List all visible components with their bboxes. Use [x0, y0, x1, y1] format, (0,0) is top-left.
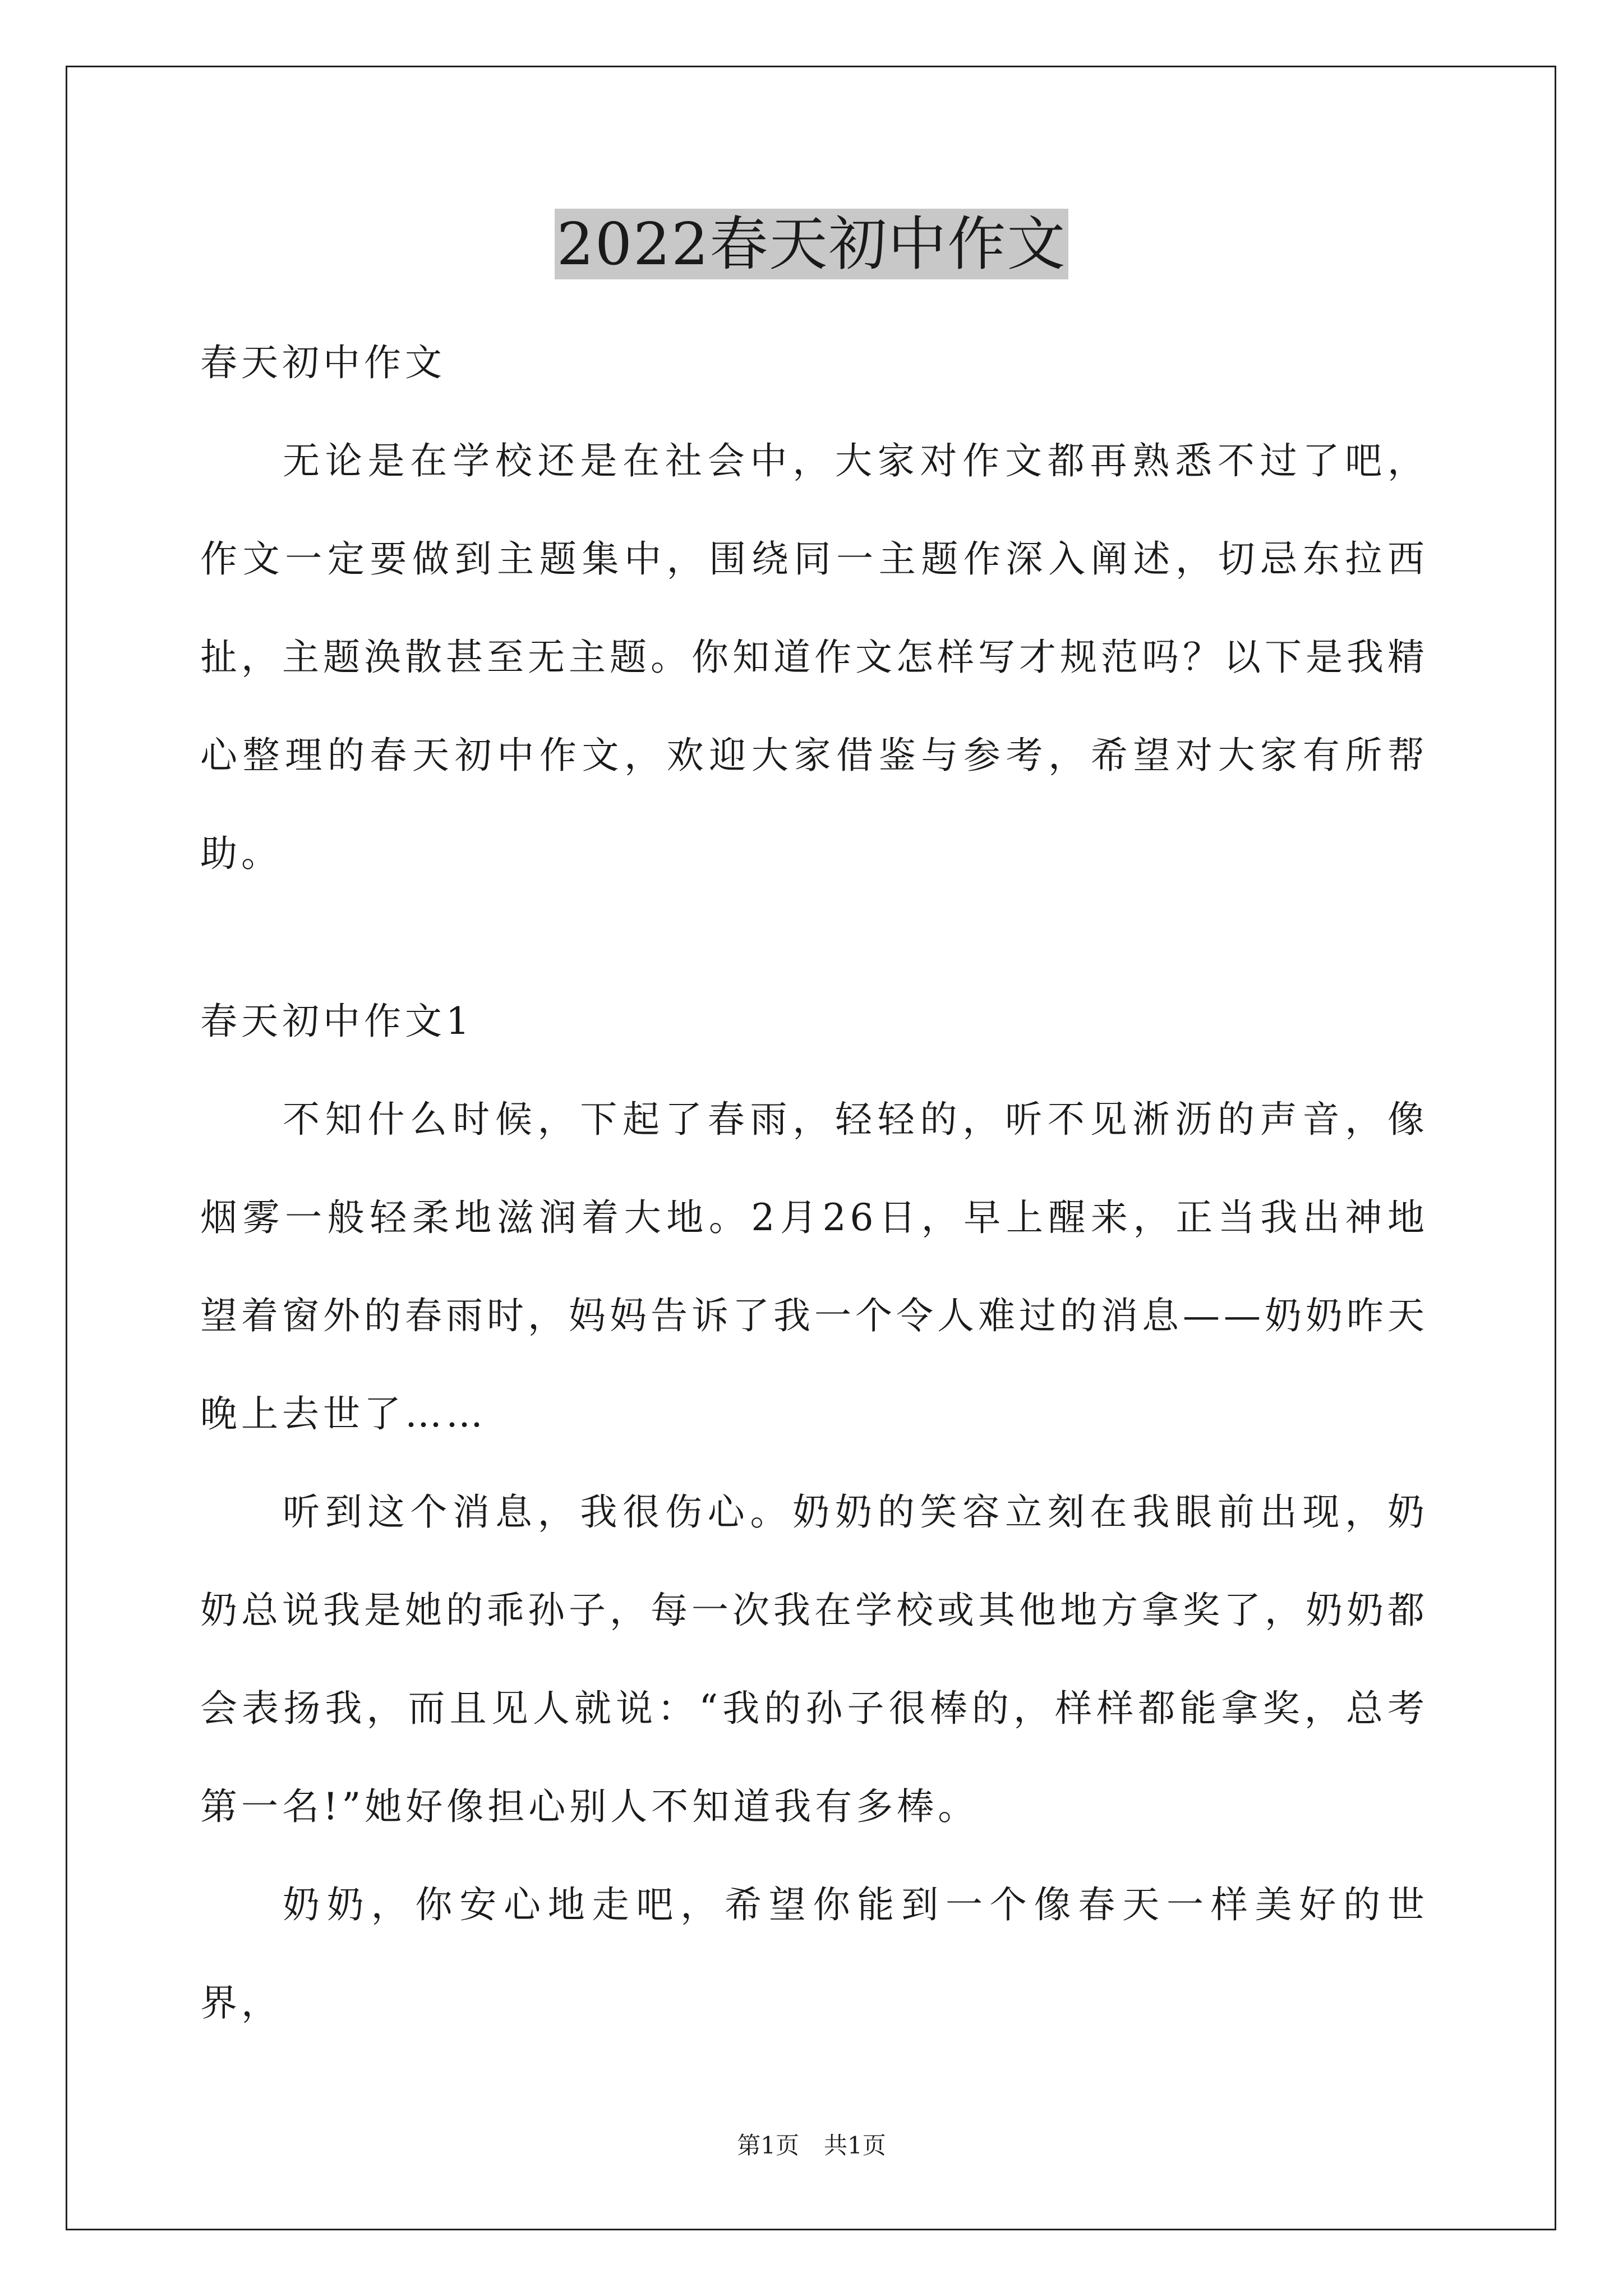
- essay-1-heading: 春天初中作文1: [200, 1000, 473, 1043]
- page-number-total: 共1页: [824, 2132, 886, 2159]
- page-number-current: 第1页: [737, 2132, 799, 2159]
- essay-1-paragraph: 不知什么时候，下起了春雨，轻轻的，听不见淅沥的声音，像烟雾一般轻柔地滋润着大地。2月26日，早上醒来，正当我出神地望着窗外的春雨时，妈妈告诉了我一个令人难过的消息——奶奶昨天晚上去世了……: [200, 1098, 1428, 1435]
- intro-section: [200, 314, 1428, 903]
- document-title: 2022春天初中作文: [555, 209, 1069, 279]
- title-container: [0, 209, 1623, 279]
- essay-1-section: [200, 972, 1428, 2052]
- essay-1-paragraph: 听到这个消息，我很伤心。奶奶的笑容立刻在我眼前出现，奶奶总说我是她的乖孙子，每一次我在学校或其他地方拿奖了，奶奶都会表扬我，而且见人就说：“我的孙子很棒的，样样都能拿奖，总考第一名!”她好像担心别人不知道我有多棒。: [200, 1490, 1428, 1828]
- page-footer: [0, 2132, 1623, 2160]
- intro-paragraph: 无论是在学校还是在社会中，大家对作文都再熟悉不过了吧，作文一定要做到主题集中，围绕同一主题作深入阐述，切忌东拉西扯，主题涣散甚至无主题。你知道作文怎样写才规范吗？以下是我精心整理的春天初中作文，欢迎大家借鉴与参考，希望对大家有所帮助。: [200, 439, 1428, 875]
- intro-heading: 春天初中作文: [200, 341, 446, 384]
- essay-1-paragraph: 奶奶，你安心地走吧，希望你能到一个像春天一样美好的世界，: [200, 1883, 1428, 2024]
